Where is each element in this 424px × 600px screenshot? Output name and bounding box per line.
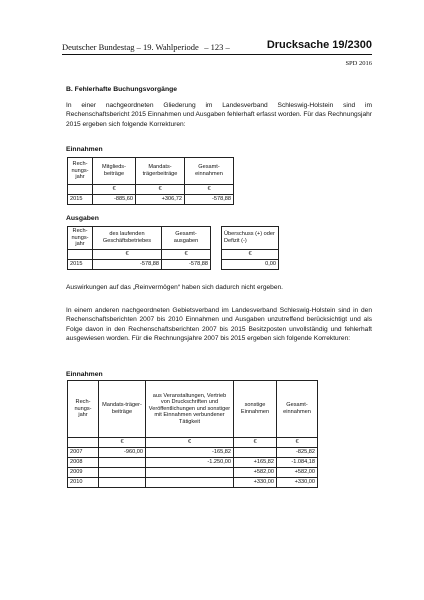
table-gap bbox=[211, 260, 222, 270]
table-cell bbox=[99, 458, 146, 468]
paragraph-3: In einem anderen nachgeordneten Gebietsverband im Landesverband Schleswig-Holstein sind in den Rechenschaftsberichten 2007 bis 2010 Einnahmen und Ausgaben unzutreffend berücksichtigt und als Folge davon in den Rechenschaftsberichten 2007 bis 2015 Besitzposten unvollständig und fehlerhaft ausgewiesen worden. Für die Rechnungsjahre 2007 bis 2015 ergeben sich folgende Korrekturen: bbox=[66, 307, 372, 342]
table-row bbox=[68, 468, 318, 478]
table-cell: -960,00 bbox=[99, 448, 146, 458]
table-cell: 2015 bbox=[68, 195, 93, 205]
table-header-cell: des laufenden Geschäftsbetriebes bbox=[93, 227, 162, 250]
table-cell bbox=[234, 448, 277, 458]
unit-cell: € bbox=[93, 250, 162, 260]
table-cell: +582,00 bbox=[234, 468, 277, 478]
section-title: B. Fehlerhafte Buchungsvorgänge bbox=[66, 86, 178, 93]
table-cell: -825,82 bbox=[277, 448, 318, 458]
table-header-cell: sonstige Einnahmen bbox=[234, 381, 277, 438]
table-cell bbox=[99, 468, 146, 478]
table-cell: +330,00 bbox=[234, 478, 277, 488]
header-subtitle: SPD 2016 bbox=[345, 60, 372, 67]
unit-cell: € bbox=[162, 250, 211, 260]
table-header-cell: aus Veranstaltungen, Vertrieb von Druckschriften und Veröffentlichungen und sonstiger mit Einnahmen verbundener Tätigkeit bbox=[146, 381, 234, 438]
table-einnahmen-2007-2010 bbox=[67, 380, 318, 488]
table-gap bbox=[211, 250, 222, 260]
table-cell: +165,82 bbox=[234, 458, 277, 468]
table-header-cell: Gesamt-einnahmen bbox=[185, 158, 234, 185]
unit-cell: € bbox=[146, 438, 234, 448]
table-cell bbox=[68, 438, 99, 448]
table-ausgaben-2015 bbox=[67, 226, 279, 270]
table-cell: -1.250,00 bbox=[146, 458, 234, 468]
document-number: Drucksache 19/2300 bbox=[266, 39, 372, 51]
table1-label: Einnahmen bbox=[66, 146, 103, 153]
unit-cell: € bbox=[185, 185, 234, 195]
table-cell: -885,60 bbox=[93, 195, 136, 205]
table-row bbox=[68, 260, 279, 270]
table-header-cell: Gesamt-ausgaben bbox=[162, 227, 211, 250]
unit-cell: € bbox=[99, 438, 146, 448]
table-header-cell: Rech-nungs-jahr bbox=[68, 158, 93, 185]
table-cell: +582,00 bbox=[277, 468, 318, 478]
table-header-cell: Mitglieds-beiträge bbox=[93, 158, 136, 185]
table-header-cell: Mandats-träger-beiträge bbox=[99, 381, 146, 438]
page-header bbox=[62, 39, 372, 53]
table-cell: 2008 bbox=[68, 458, 99, 468]
table-header-cell: Mandats-trägerbeiträge bbox=[136, 158, 185, 185]
table-cell bbox=[68, 250, 93, 260]
table-cell: 2007 bbox=[68, 448, 99, 458]
table2-label: Ausgaben bbox=[66, 215, 99, 222]
table-cell: 2009 bbox=[68, 468, 99, 478]
unit-cell: € bbox=[136, 185, 185, 195]
table-gap bbox=[211, 227, 222, 250]
table-cell: 2015 bbox=[68, 260, 93, 270]
table-cell bbox=[146, 478, 234, 488]
header-rule bbox=[62, 54, 372, 55]
table-cell: -578,88 bbox=[162, 260, 211, 270]
unit-cell: € bbox=[222, 250, 279, 260]
table-header-cell: Rech-nungs-jahr bbox=[68, 227, 93, 250]
table-header-cell: Überschuss (+) oder Defizit (-) bbox=[222, 227, 279, 250]
table-cell: -578,88 bbox=[93, 260, 162, 270]
unit-cell: € bbox=[93, 185, 136, 195]
table-row bbox=[68, 195, 234, 205]
table-cell: 2010 bbox=[68, 478, 99, 488]
page-number: – 123 – bbox=[204, 42, 230, 52]
paragraph-2: Auswirkungen auf das „Reinvermögen“ haben sich dadurch nicht ergeben. bbox=[66, 284, 283, 291]
table-cell: -578,88 bbox=[185, 195, 234, 205]
paragraph-1: In einer nachgeordneten Gliederung im Landesverband Schleswig-Holstein sind im Rechenschaftsbericht 2015 Einnahmen und Ausgaben fehlerhaft erfasst worden. Für das Rechnungsjahr 2015 ergeben sich folgende Korrekturen: bbox=[66, 102, 372, 128]
table-einnahmen-2015 bbox=[67, 157, 234, 205]
table-cell: 0,00 bbox=[222, 260, 279, 270]
table-row bbox=[68, 478, 318, 488]
table3-label: Einnahmen bbox=[66, 371, 103, 378]
table-cell: +306,72 bbox=[136, 195, 185, 205]
unit-cell: € bbox=[277, 438, 318, 448]
table-cell: +330,00 bbox=[277, 478, 318, 488]
header-publication: Deutscher Bundestag – 19. Wahlperiode bbox=[62, 42, 199, 52]
table-cell bbox=[146, 468, 234, 478]
table-cell: -165,82 bbox=[146, 448, 234, 458]
table-header-cell: Rech-nungs-jahr bbox=[68, 381, 99, 438]
table-cell bbox=[68, 185, 93, 195]
table-row bbox=[68, 458, 318, 468]
table-cell bbox=[99, 478, 146, 488]
table-row bbox=[68, 448, 318, 458]
table-header-cell: Gesamt-einnahmen bbox=[277, 381, 318, 438]
table-cell: -1.084,18 bbox=[277, 458, 318, 468]
unit-cell: € bbox=[234, 438, 277, 448]
